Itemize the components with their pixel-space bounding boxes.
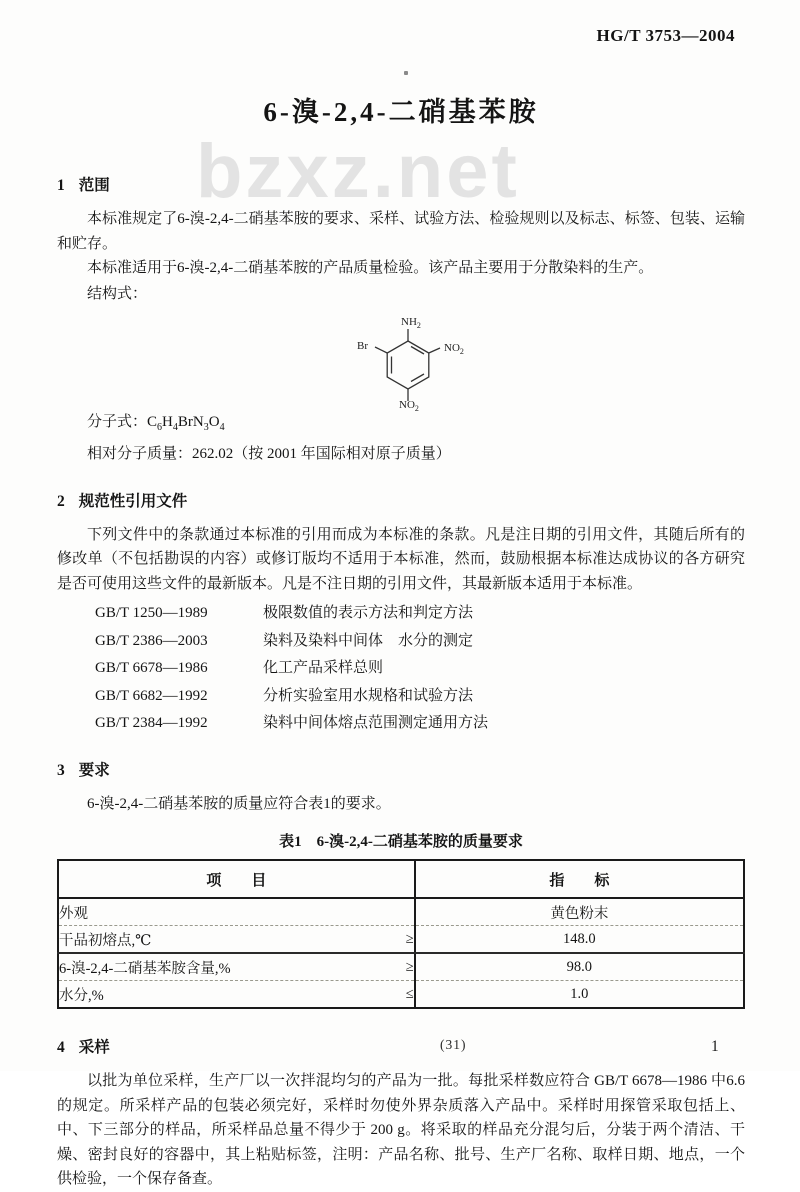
table-row <box>58 898 744 926</box>
row-relation-symbol: ≥ <box>405 958 414 975</box>
formula-part: C <box>147 413 158 430</box>
formula-part: H <box>162 413 173 430</box>
section-2-number: 2 <box>57 492 65 510</box>
molecular-weight-line: 相对分子质量：262.02（按 2001 年国际相对原子质量） <box>87 445 451 462</box>
structure-label: 结构式： <box>87 285 148 302</box>
reference-name: 染料中间体熔点范围测定通用方法 <box>263 715 489 731</box>
standard-number: HG/T 3753—2004 <box>596 26 735 45</box>
substituent-labels <box>357 316 464 413</box>
reference-name: 化工产品采样总则 <box>263 660 384 676</box>
formula-sub: 6 <box>157 421 163 433</box>
footer-mark: (31) <box>440 1037 467 1052</box>
reference-code: GB/T 2384—1992 <box>95 715 208 731</box>
page-number: 1 <box>711 1038 719 1055</box>
section-2-heading <box>57 489 745 511</box>
reference-code: GB/T 6682—1992 <box>95 687 208 704</box>
row-spec-value: 148.0 <box>415 926 744 954</box>
bromine-label: Br <box>357 339 368 352</box>
table-row <box>58 953 744 981</box>
section-1-heading <box>57 173 745 195</box>
reference-name: 染料及染料中间体 水分的测定 <box>263 632 474 649</box>
reference-code: GB/T 1250—1989 <box>95 605 208 621</box>
formula-sub: 4 <box>172 421 178 433</box>
reference-code: GB/T 2386—2003 <box>95 632 208 649</box>
row-spec-value: 1.0 <box>570 985 589 1002</box>
formula-sub: 3 <box>203 421 209 433</box>
reference-name: 分析实验室用水规格和试验方法 <box>263 687 474 704</box>
row-item-label: 6-溴-2,4-二硝基苯胺含量,% <box>59 960 231 977</box>
row-relation-symbol: ≥ <box>405 930 414 947</box>
document-title: 6-溴-2,4-二硝基苯胺 <box>263 97 539 127</box>
benzene-structure-svg <box>313 311 523 413</box>
table-row <box>58 981 744 1009</box>
row-relation-symbol: ≤ <box>405 985 414 1002</box>
section-2-title: 规范性引用文件 <box>78 492 188 510</box>
formula-part: BrN <box>177 413 204 430</box>
section-3-heading <box>57 758 745 780</box>
requirements-paragraph: 6-溴-2,4-二硝基苯胺的质量应符合表1的要求。 <box>87 795 391 812</box>
nitro-right-label: $NO_2$ <box>444 341 464 356</box>
reference-name: 极限数值的表示方法和判定方法 <box>263 605 474 621</box>
references-intro: 下列文件中的条款通过本标准的引用而成为本标准的条款。凡是注日期的引用文件，其随后所有的修改单（不包括勘误的内容）或修订版均不适用于本标准，然而，鼓励根据本标准达成协议的各方研究是否可使用这些文件的最新版本。凡是不注日期的引用文件，其最新版本适用于本标准。 <box>57 526 745 592</box>
section-1-number: 1 <box>57 177 65 194</box>
sampling-paragraph: 以批为单位采样，生产厂以一次拌混均匀的产品为一批。每批采样数应符合 GB/T 6678—1986 中6.6 的规定。所采样产品的包装必须完好，采样时勿使外界杂质落入产品中。采样时用探管采取包括上、中、下三部分的样品，所采样品总量不得少于 200 g。将采取的样品充分混匀后，分装于两个清洁、干燥、密封良好的容器中，其上粘贴标签，注明：产品名称、批号、生产厂名称、取样日期、地点，一个供检验，一个保存备查。 <box>57 1073 745 1187</box>
section-4-title: 采样 <box>78 1039 110 1056</box>
formula-part: O <box>208 413 220 430</box>
nitro-bottom-label: $NO_2$ <box>399 398 419 413</box>
reference-code: GB/T 6678—1986 <box>95 660 208 676</box>
reference-item <box>95 710 745 738</box>
benzene-ring <box>375 329 440 401</box>
table-header-spec: 指 标 <box>415 860 744 898</box>
reference-list <box>95 600 745 738</box>
scope-paragraph-2: 本标准适用于6-溴-2,4-二硝基苯胺的产品质量检验。该产品主要用于分散染料的生产。 <box>87 260 654 276</box>
section-3-title: 要求 <box>78 761 110 779</box>
row-item-label: 水分,% <box>59 987 104 1004</box>
formula-label: 分子式： <box>87 413 148 430</box>
molecular-formula-line <box>57 409 745 441</box>
amine-label: $NH_2$ <box>401 315 421 330</box>
section-3-number: 3 <box>57 761 65 779</box>
reference-item <box>95 600 745 628</box>
formula-sub: 4 <box>219 421 225 433</box>
reference-item <box>95 628 745 656</box>
scope-paragraph-1: 本标准规定了6-溴-2,4-二硝基苯胺的要求、采样、试验方法、检验规则以及标志、标签、包装、运输和贮存。 <box>57 211 745 252</box>
table-header-item: 项 目 <box>58 860 415 898</box>
table-header-row <box>58 860 744 898</box>
section-4-number: 4 <box>57 1039 65 1056</box>
structure-diagram <box>313 311 523 413</box>
row-item-label: 干品初熔点,℃ <box>59 932 152 949</box>
table-caption: 表1 6-溴-2,4-二硝基苯胺的质量要求 <box>279 834 523 850</box>
section-4-heading <box>57 1035 745 1057</box>
quality-requirements-table <box>57 859 745 1009</box>
row-item-label: 外观 <box>59 905 88 922</box>
reference-item <box>95 655 745 683</box>
table-row <box>58 926 744 954</box>
reference-item <box>95 683 745 711</box>
row-spec-value: 98.0 <box>415 953 744 981</box>
row-spec-value: 黄色粉末 <box>415 898 744 926</box>
watermark-text: bzxz.net <box>196 129 520 214</box>
section-1-title: 范围 <box>78 177 110 194</box>
